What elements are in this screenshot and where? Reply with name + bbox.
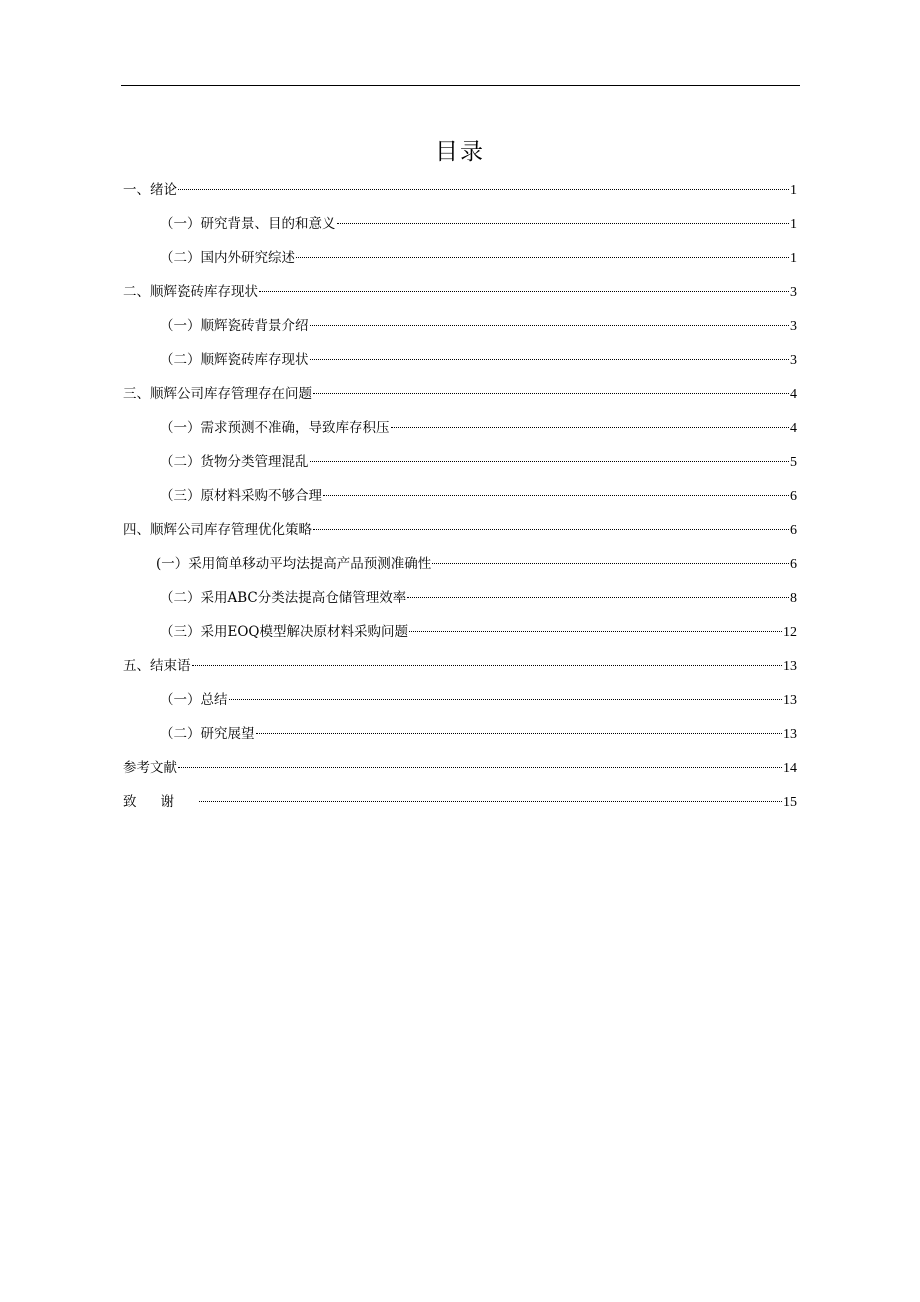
toc-page-number: 3 [790,353,797,368]
header-rule [121,85,800,86]
toc-entry[interactable] [123,550,797,584]
toc-entry-text: （一）顺辉瓷砖背景介绍 [160,318,309,334]
toc-page-number: 3 [790,285,797,300]
dot-leader [409,631,782,632]
dot-leader [432,563,789,564]
toc-page-number: 6 [790,557,797,572]
toc-entry-text: （三）采用EOQ模型解决原材料采购问题 [160,624,408,640]
table-of-contents [123,176,797,822]
toc-entry[interactable] [123,346,797,380]
dot-leader [296,257,789,258]
toc-entry-text: （一）总结 [160,692,228,708]
toc-entry[interactable] [123,618,797,652]
toc-page-number: 1 [790,217,797,232]
toc-page-number: 1 [790,251,797,266]
dot-leader [310,461,790,462]
toc-entry-text: （二）研究展望 [160,726,255,742]
toc-entry[interactable] [123,176,797,210]
toc-entry-text: （二）采用ABC分类法提高仓储管理效率 [160,590,407,606]
toc-page-number: 6 [790,523,797,538]
toc-entry-text: （一）需求预测不准确，导致库存积压 [160,420,390,436]
toc-entry-text: （三）原材料采购不够合理 [160,488,322,504]
dot-leader [407,597,789,598]
toc-entry[interactable] [123,720,797,754]
toc-entry-text: 致谢 [123,794,198,810]
dot-leader [323,495,789,496]
toc-page-number: 13 [783,727,797,742]
toc-entry[interactable] [123,754,797,788]
toc-entry[interactable] [123,448,797,482]
toc-entry[interactable] [123,414,797,448]
dot-leader [310,359,790,360]
toc-page-number: 6 [790,489,797,504]
dot-leader [192,665,783,666]
toc-entry-text: （二）货物分类管理混乱 [160,454,309,470]
toc-entry[interactable] [123,788,797,822]
toc-entry-text: 四、顺辉公司库存管理优化策略 [123,522,312,538]
toc-entry[interactable] [123,312,797,346]
page-title: 目录 [435,139,485,165]
toc-page-number: 4 [790,387,797,402]
dot-leader [310,325,790,326]
toc-entry-text: (一）采用简单移动平均法提高产品预测准确性 [156,556,432,572]
dot-leader [391,427,790,428]
toc-page-number: 1 [790,183,797,198]
toc-page-number: 4 [790,421,797,436]
toc-entry[interactable] [123,210,797,244]
toc-entry[interactable] [123,652,797,686]
toc-entry[interactable] [123,244,797,278]
toc-entry[interactable] [123,516,797,550]
toc-page-number: 15 [783,795,797,810]
dot-leader [178,767,782,768]
toc-page-number: 13 [783,693,797,708]
toc-page-number: 13 [783,659,797,674]
toc-page-number: 12 [783,625,797,640]
toc-page-number: 5 [790,455,797,470]
toc-entry-text: 参考文献 [123,760,177,776]
dot-leader [199,801,782,802]
toc-entry-text: 五、结束语 [123,658,191,674]
toc-entry[interactable] [123,686,797,720]
toc-entry-text: 三、顺辉公司库存管理存在问题 [123,386,312,402]
toc-entry-text: （二）国内外研究综述 [160,250,295,266]
toc-page-number: 3 [790,319,797,334]
dot-leader [313,393,789,394]
toc-entry-text: 一、绪论 [123,182,177,198]
toc-entry[interactable] [123,278,797,312]
toc-entry-text: （一）研究背景、目的和意义 [160,216,336,232]
dot-leader [256,733,783,734]
toc-entry[interactable] [123,584,797,618]
toc-entry[interactable] [123,380,797,414]
dot-leader [229,699,783,700]
toc-entry-text: （二）顺辉瓷砖库存现状 [160,352,309,368]
toc-page-number: 8 [790,591,797,606]
dot-leader [178,189,789,190]
toc-entry-text: 二、顺辉瓷砖库存现状 [123,284,258,300]
dot-leader [259,291,789,292]
dot-leader [337,223,790,224]
toc-page-number: 14 [783,761,797,776]
toc-entry[interactable] [123,482,797,516]
dot-leader [313,529,789,530]
